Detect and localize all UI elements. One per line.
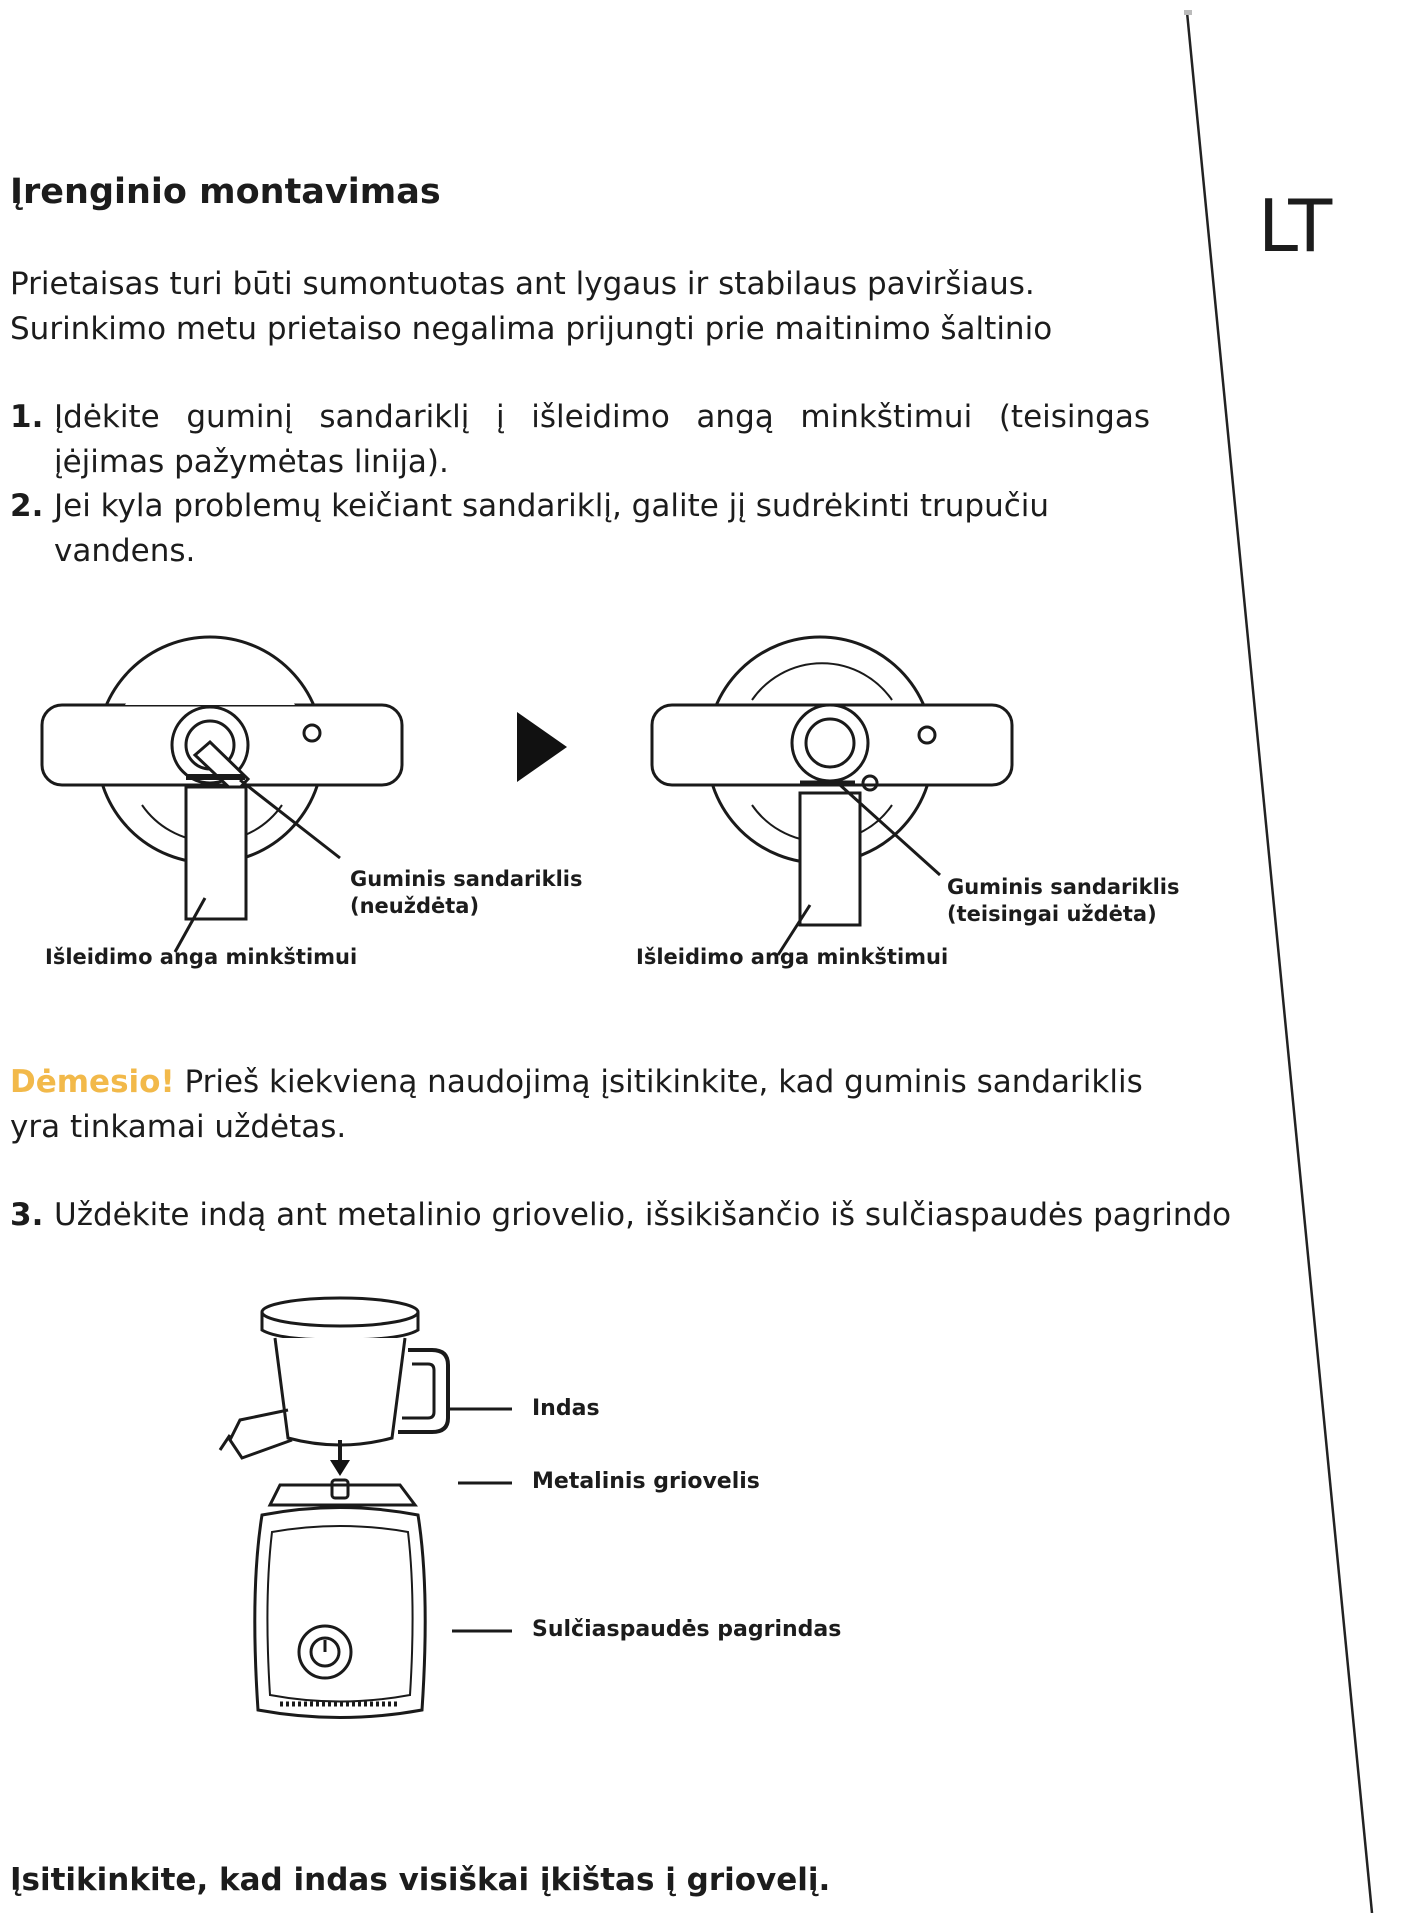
arrow-icon — [517, 712, 567, 782]
page-title: Įrenginio montavimas — [10, 172, 441, 212]
lid-without-seal — [42, 637, 402, 952]
outlet-label-right: Išleidimo anga minkštimui — [636, 945, 949, 969]
attention-label: Dėmesio! — [10, 1064, 175, 1100]
final-note: Įsitikinkite, kad indas visiškai įkištas į griovelį. — [10, 1862, 831, 1898]
seal-label-unfitted — [350, 866, 582, 920]
seal-label-line2: (neuždėta) — [350, 894, 480, 918]
outlet-label-left: Išleidimo anga minkštimui — [45, 945, 358, 969]
step-number: 2. — [10, 488, 44, 524]
base-label: Sulčiaspaudės pagrindas — [532, 1617, 842, 1642]
attention-text: Prieš kiekvieną naudojimą įsitikinkite, kad guminis sandariklis yra tinkamai uždėtas. — [10, 1064, 1143, 1145]
step-text: Įdėkite guminį sandariklį į išleidimo angą minkštimui (teisingas įėjimas pažymėtas linija). — [54, 399, 1150, 480]
intro-paragraph: Prietaisas turi būti sumontuotas ant lygaus ir stabilaus paviršiaus. Surinkimo metu prietaiso negalima prijungti prie maitinimo šaltinio — [10, 266, 1053, 347]
bowl — [220, 1298, 448, 1458]
seal-label-line1: Guminis sandariklis — [350, 867, 583, 891]
attention-note — [10, 1060, 1170, 1150]
seal-label-line2: (teisingai uždėta) — [947, 902, 1157, 926]
base — [255, 1480, 425, 1718]
bowl-label: Indas — [532, 1396, 600, 1421]
language-tab: LT — [1258, 184, 1333, 268]
groove-label: Metalinis griovelis — [532, 1469, 760, 1494]
step-number: 1. — [10, 399, 44, 435]
seal-diagram — [0, 615, 1180, 985]
step-text: Uždėkite indą ant metalinio griovelio, išsikišančio iš sulčiaspaudės pagrindo — [54, 1197, 1232, 1233]
step-text: Jei kyla problemų keičiant sandariklį, galite jį sudrėkinti trupučiu vandens. — [54, 488, 1050, 569]
seal-label-line1: Guminis sandariklis — [947, 875, 1180, 899]
seal-label-fitted — [947, 874, 1179, 928]
step-number: 3. — [10, 1197, 44, 1233]
callout-lines — [440, 1395, 520, 1635]
